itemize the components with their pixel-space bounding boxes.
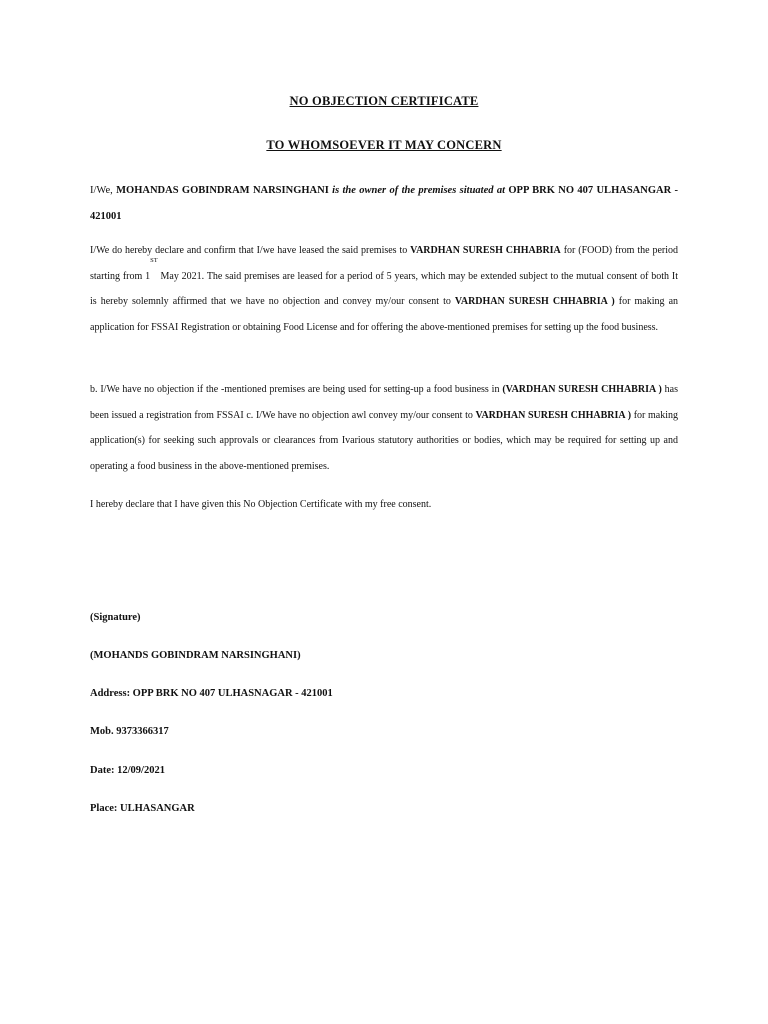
signatory-name: (MOHANDS GOBINDRAM NARSINGHANI): [90, 650, 301, 661]
owner-paragraph: [90, 178, 678, 229]
premises-address: OPP BRK NO 407 ULHASANGAR - 421001: [90, 185, 679, 222]
declaration-sup: ST: [150, 256, 158, 264]
declaration-lessee2: VARDHAN SURESH CHHABRIA ): [454, 296, 615, 307]
clause-b-paragraph: [90, 377, 678, 479]
signatory-address: Address: OPP BRK NO 407 ULHASNAGAR - 421001: [90, 688, 333, 699]
clause-b-part1: b. I/We have no objection if the -mentioned premises are being used for setting-up a food business in: [90, 384, 503, 395]
clause-b-part2: has been issued a registration from FSSAI c. I/We have no objection awl convey my/our consent to: [90, 384, 678, 421]
declaration-paragraph: [90, 238, 678, 340]
final-declaration: I hereby declare that I have given this No Objection Certificate with my free consent.: [90, 499, 432, 510]
signatory-mobile: Mob. 9373366317: [90, 726, 169, 737]
signature-place: Place: ULHASANGAR: [90, 803, 195, 814]
owner-prefix: I/We,: [90, 185, 117, 196]
clause-b-lessee2: VARDHAN SURESH CHHABRIA ): [475, 409, 632, 421]
signature-label: (Signature): [90, 612, 141, 623]
declaration-part4: for making an application for FSSAI Registration or obtaining Food License and for offering the above-mentioned premises for setting up the food business.: [90, 296, 679, 333]
declaration-part2: for (FOOD) from the period starting from 1: [90, 245, 679, 282]
declaration-part1: I/We do hereby declare and confirm that I/we have leased the said premises to: [90, 245, 411, 256]
document-subtitle: TO WHOMSOEVER IT MAY CONCERN: [266, 138, 502, 152]
clause-b-lessee1: (VARDHAN SURESH CHHABRIA ): [502, 384, 662, 395]
declaration-lessee1: VARDHAN SURESH CHHABRIA: [410, 245, 561, 256]
clause-b-part3: for making application(s) for seeking such approvals or clearances from Ivarious statutory authorities or bodies, which may be required for setting up and operating a food business in the above-mentioned premises.: [90, 409, 678, 472]
owner-name: MOHANDAS GOBINDRAM NARSINGHANI: [116, 185, 329, 196]
document-title: NO OBJECTION CERTIFICATE: [289, 94, 479, 108]
declaration-part3: May 2021. The said premises are leased for a period of 5 years, which may be extended subject to the mutual consent of both It is hereby solemnly affirmed that we have no objection and convey my/our consent to: [90, 270, 678, 307]
owner-middle-text: is the owner of the premises situated at: [328, 185, 509, 196]
signature-date: Date: 12/09/2021: [90, 765, 165, 776]
